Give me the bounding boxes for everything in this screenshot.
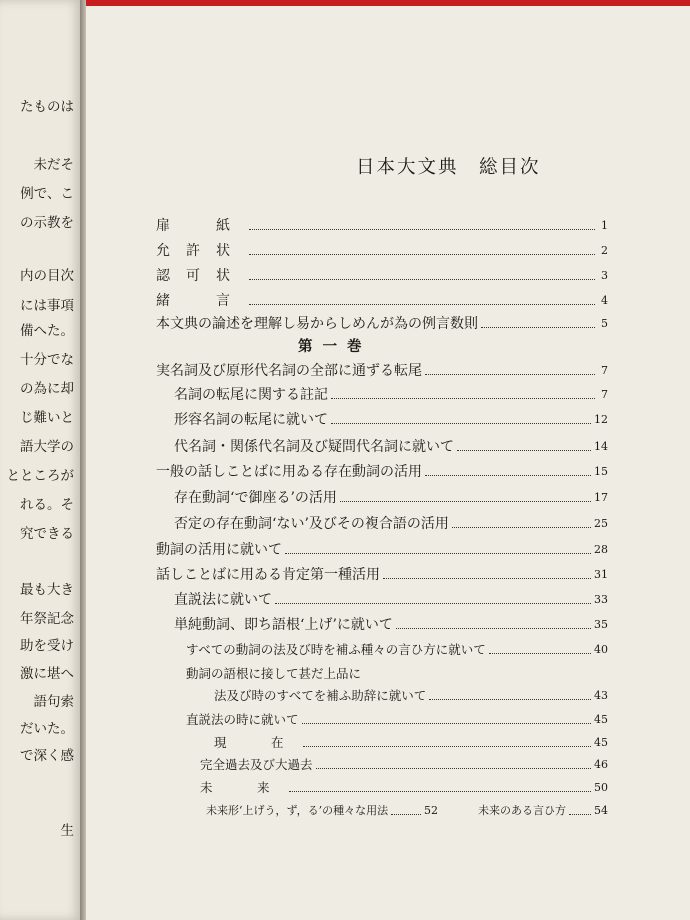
toc-entry-page: 15 (594, 464, 608, 478)
toc-entry-text: 動詞の活用に就いて (156, 542, 282, 558)
left-page-line-text: 未だそ (33, 157, 74, 173)
left-page-line-text: 激に堪へ (20, 666, 74, 682)
toc-entry-text: 話しことばに用ゐる肯定第一種活用 (156, 567, 380, 583)
left-page-line (0, 94, 82, 120)
left-page-line (0, 376, 82, 402)
toc-leader (302, 723, 591, 724)
toc-leader (316, 768, 591, 769)
toc-entry (156, 311, 608, 335)
toc-leader (452, 527, 591, 528)
toc-entry-text: 直説法の時に就いて (186, 712, 299, 727)
toc-entry (214, 683, 608, 707)
left-page-line-text: の示教を (20, 215, 74, 231)
toc-entry-page: 25 (594, 516, 608, 530)
left-page-line-text: 語大学の (20, 439, 74, 455)
toc-entry (186, 707, 608, 731)
toc-entry-text: 允許状 (156, 243, 246, 259)
toc-leader (303, 746, 591, 747)
toc-entry (156, 288, 608, 312)
toc-leader (481, 327, 595, 328)
toc-leader (396, 628, 591, 629)
toc-entry-text: 法及び時のすべてを補ふ助辞に就いて (214, 688, 427, 703)
toc-entry-page: 45 (594, 712, 608, 726)
toc-entry-page: 35 (594, 617, 608, 631)
left-page-line-text: 究できる (20, 526, 74, 542)
left-page-line (0, 152, 82, 178)
left-page-line-text: 十分でな (20, 352, 74, 368)
toc-leader (249, 304, 595, 305)
toc-leader (429, 699, 591, 700)
toc-leader (249, 254, 595, 255)
toc-entry (174, 382, 608, 406)
left-page (0, 0, 82, 920)
toc-leader (331, 398, 595, 399)
section-heading: 第一巻 (298, 338, 372, 355)
toc-entry-text: 完全過去及び大過去 (200, 757, 313, 772)
left-page-line (0, 661, 82, 687)
toc-entry (186, 637, 608, 661)
toc-entry-page: 40 (594, 642, 608, 656)
toc-entry (156, 459, 608, 483)
toc-entry-text: 実名詞及び原形代名詞の全部に通ずる転尾 (156, 363, 422, 379)
left-page-line-text: で深く感 (20, 748, 74, 764)
toc-leader (331, 423, 591, 424)
toc-entry-text: 未 来 (200, 780, 286, 795)
toc-entry-page: 4 (601, 293, 608, 307)
toc-entry (174, 434, 608, 458)
left-page-line-text: だいた。 (20, 721, 74, 737)
toc-entry-text: 否定の存在動詞‘ない’及びその複合語の活用 (174, 516, 449, 532)
left-page-line (0, 263, 82, 289)
toc-entry-text: 代名詞・関係代名詞及び疑問代名詞に就いて (174, 439, 454, 455)
toc-leader (383, 578, 591, 579)
left-page-line (0, 492, 82, 518)
left-page-line (0, 818, 82, 844)
toc-leader (275, 603, 591, 604)
toc-entry-page: 45 (594, 735, 608, 749)
toc-entry-text: 本文典の論述を理解し易からしめんが為の例言数則 (156, 316, 478, 332)
toc-leader (340, 501, 591, 502)
toc-entry-page: 5 (601, 316, 608, 330)
left-page-line (0, 716, 82, 742)
left-page-line-text: 最も大き (20, 582, 74, 598)
left-page-line (0, 347, 82, 373)
left-page-line (0, 463, 82, 489)
toc-entry (156, 562, 608, 586)
left-page-line-text: たものは (20, 99, 74, 115)
left-page-line-text: 年祭記念 (20, 611, 74, 627)
toc-entry (156, 238, 608, 262)
toc-entry (200, 775, 608, 799)
left-page-line-text: 例で、こ (20, 186, 74, 202)
left-page-line (0, 606, 82, 632)
toc-entry-page: 33 (594, 592, 608, 606)
toc-entry (206, 798, 438, 822)
toc-entry-page: 7 (601, 387, 608, 401)
toc-entry (174, 587, 608, 611)
toc-leader (391, 814, 421, 815)
toc-entry-text: 未来形‘上げう，ず，る’の種々な用法 (206, 804, 389, 817)
left-page-line-text: 語句索 (33, 694, 74, 710)
toc-entry-text: 動詞の語根に接して甚だ上品に (186, 666, 362, 681)
left-page-line-text: 内の目次 (20, 268, 74, 284)
toc-entry-page: 50 (594, 780, 608, 794)
toc-entry-text: 認可状 (156, 268, 246, 284)
toc-entry (174, 485, 608, 509)
toc-leader (249, 229, 595, 230)
toc-entry-page: 43 (594, 688, 608, 702)
toc-entry-page: 17 (594, 490, 608, 504)
toc-entry-page: 54 (594, 803, 608, 817)
toc-leader (249, 279, 595, 280)
toc-entry-text: 現 在 (214, 735, 300, 750)
left-page-line (0, 743, 82, 769)
toc-entry-page: 7 (601, 363, 608, 377)
toc-leader (289, 791, 591, 792)
toc-entry (174, 511, 608, 535)
left-page-line-text: 助を受け (20, 638, 74, 654)
page-title: 日本大文典 総目次 (356, 157, 541, 178)
toc-entry-page: 3 (601, 268, 608, 282)
left-page-line-text: 備へた。 (20, 323, 74, 339)
toc-entry-text: 直説法に就いて (174, 592, 272, 608)
toc-entry-page: 28 (594, 542, 608, 556)
left-page-line (0, 181, 82, 207)
toc-entry (156, 358, 608, 382)
left-page-line (0, 633, 82, 659)
left-page-line-text: の為に却 (20, 381, 74, 397)
toc-entry (156, 213, 608, 237)
toc-entry (156, 537, 608, 561)
toc-entry (478, 798, 608, 822)
toc-leader (569, 814, 591, 815)
left-page-line (0, 318, 82, 344)
toc-entry-page: 31 (594, 567, 608, 581)
toc-entry (174, 407, 608, 431)
left-page-line (0, 434, 82, 460)
toc-entry (156, 263, 608, 287)
left-page-line-text: れる。そ (20, 497, 74, 513)
toc-entry-text: 扉 紙 (156, 218, 246, 234)
toc-entry-text: 存在動詞‘で御座る’の活用 (174, 490, 337, 506)
toc-entry-text: 単純動詞、即ち語根‘上げ’に就いて (174, 617, 393, 633)
toc-leader (489, 653, 591, 654)
toc-entry-text: すべての動詞の法及び時を補ふ種々の言ひ方に就いて (186, 642, 486, 657)
toc-entry (200, 752, 608, 776)
toc-entry-page: 1 (601, 218, 608, 232)
toc-entry-text: 形容名詞の転尾に就いて (174, 412, 328, 428)
toc-leader (425, 374, 595, 375)
toc-entry-text: 名詞の転尾に関する註記 (174, 387, 328, 403)
left-page-line (0, 293, 82, 319)
toc-leader (285, 553, 591, 554)
left-page-line (0, 405, 82, 431)
left-page-line (0, 577, 82, 603)
toc-entry-page: 14 (594, 439, 608, 453)
toc-leader (457, 450, 591, 451)
toc-entry (214, 730, 608, 754)
toc-entry-text: 未来のある言ひ方 (478, 804, 566, 817)
toc-entry (186, 661, 608, 685)
left-page-line (0, 210, 82, 236)
toc-entry-page: 52 (424, 803, 438, 817)
left-page-line-text: とところが (6, 468, 74, 484)
right-page (86, 0, 690, 920)
toc-entry-page: 46 (594, 757, 608, 771)
toc-entry-text: 一般の話しことばに用ゐる存在動詞の活用 (156, 464, 422, 480)
left-page-line (0, 689, 82, 715)
left-page-line-text: には事項 (20, 298, 74, 314)
toc-entry (174, 612, 608, 636)
left-page-line-text: じ難いと (20, 410, 74, 426)
left-page-line-text: 生 (60, 823, 74, 839)
toc-entry-page: 2 (601, 243, 608, 257)
toc-entry-page: 12 (594, 412, 608, 426)
toc-entry-text: 緒 言 (156, 293, 246, 309)
toc-leader (425, 475, 591, 476)
left-page-line (0, 521, 82, 547)
